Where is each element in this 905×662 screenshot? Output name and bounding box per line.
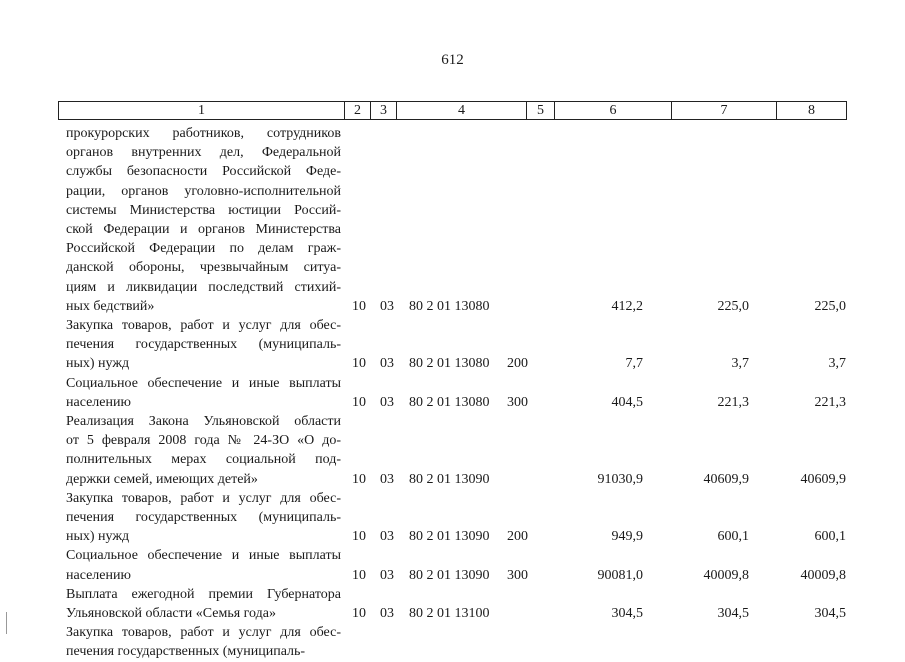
cell-c3: 03 — [380, 529, 394, 545]
description-line: органов внутренних дел, Федеральной — [66, 145, 341, 161]
cell-c8: 600,1 — [814, 529, 846, 545]
description-line: ных бедствий» — [66, 298, 155, 314]
description-line: ных) нужд — [66, 356, 130, 372]
cell-c7: 221,3 — [717, 394, 749, 410]
table-row — [66, 316, 856, 374]
description-line: Закупка товаров, работ и услуг для обес- — [66, 318, 341, 334]
cell-c2: 10 — [352, 567, 366, 583]
cell-c3: 03 — [380, 298, 394, 314]
header-col-7: 7 — [672, 102, 777, 119]
description-line: полнительных мерах социальной под- — [66, 452, 341, 468]
cell-c4: 80 2 01 13080 — [409, 356, 490, 372]
header-col-4: 4 — [397, 102, 527, 119]
row-description — [66, 316, 341, 374]
header-col-6: 6 — [555, 102, 672, 119]
row-description — [66, 124, 341, 316]
cell-c2: 10 — [352, 471, 366, 487]
cell-c3: 03 — [380, 471, 394, 487]
description-line: Ульяновской области «Семья года» — [66, 606, 276, 622]
cell-c4: 80 2 01 13090 — [409, 529, 490, 545]
description-line: ных) нужд — [66, 529, 130, 545]
description-line: Выплата ежегодной премии Губернатора — [66, 586, 341, 602]
cell-c8: 221,3 — [814, 394, 846, 410]
cell-c8: 3,7 — [828, 356, 846, 372]
description-line: от 5 февраля 2008 года № 24-ЗО «О до- — [66, 433, 341, 449]
table-row — [66, 412, 856, 489]
row-description — [66, 374, 341, 412]
description-line: Закупка товаров, работ и услуг для обес- — [66, 625, 341, 641]
row-description — [66, 623, 341, 661]
table-row — [66, 124, 856, 316]
table-row — [66, 374, 856, 412]
cell-c4: 80 2 01 13090 — [409, 567, 490, 583]
description-line: прокурорских работников, сотрудников — [66, 126, 341, 141]
cell-c6: 412,2 — [611, 298, 643, 314]
cell-c5: 200 — [507, 529, 528, 545]
table-header — [58, 101, 847, 120]
cell-c3: 03 — [380, 567, 394, 583]
row-description — [66, 585, 341, 623]
cell-c7: 225,0 — [717, 298, 749, 314]
cell-c8: 225,0 — [814, 298, 846, 314]
description-line: Социальное обеспечение и иные выплаты — [66, 548, 341, 564]
table-row — [66, 546, 856, 584]
row-description — [66, 412, 341, 489]
description-line: службы безопасности Российской Феде- — [66, 164, 341, 180]
description-line: Социальное обеспечение и иные выплаты — [66, 375, 341, 391]
cell-c8: 304,5 — [814, 606, 846, 622]
cell-c4: 80 2 01 13100 — [409, 606, 490, 622]
cell-c6: 949,9 — [611, 529, 643, 545]
table-row — [66, 489, 856, 547]
cell-c5: 300 — [507, 567, 528, 583]
description-line: печения государственных (муниципаль- — [66, 510, 341, 526]
table-body — [66, 124, 856, 662]
description-line: Закупка товаров, работ и услуг для обес- — [66, 490, 341, 506]
header-col-8: 8 — [808, 103, 815, 118]
cell-c4: 80 2 01 13080 — [409, 298, 490, 314]
cell-c8: 40009,8 — [800, 567, 846, 583]
cell-c6: 91030,9 — [597, 471, 643, 487]
description-line: населению — [66, 394, 131, 410]
description-line: циям и ликвидации последствий стихий- — [66, 279, 341, 295]
cell-c6: 7,7 — [625, 356, 643, 372]
header-col-1: 1 — [59, 102, 345, 119]
row-description — [66, 546, 341, 584]
cell-c6: 304,5 — [611, 606, 643, 622]
cell-c7: 304,5 — [717, 606, 749, 622]
description-line: ской Федерации и органов Министерства — [66, 222, 341, 238]
cell-c6: 90081,0 — [597, 567, 643, 583]
header-col-5: 5 — [527, 102, 555, 119]
cell-c7: 40609,9 — [703, 471, 749, 487]
cell-c2: 10 — [352, 356, 366, 372]
description-line: населению — [66, 567, 131, 583]
cell-c7: 40009,8 — [703, 567, 749, 583]
cell-c6: 404,5 — [611, 394, 643, 410]
cell-c8: 40609,9 — [800, 471, 846, 487]
header-col-2: 2 — [345, 102, 371, 119]
description-line: Российской Федерации по делам граж- — [66, 241, 341, 257]
page-number: 612 — [441, 52, 464, 68]
cell-c3: 03 — [380, 356, 394, 372]
cell-c3: 03 — [380, 394, 394, 410]
cell-c7: 3,7 — [731, 356, 749, 372]
scan-mark — [6, 612, 7, 634]
cell-c7: 600,1 — [717, 529, 749, 545]
cell-c4: 80 2 01 13080 — [409, 394, 490, 410]
description-line: держки семей, имеющих детей» — [66, 471, 258, 487]
row-description — [66, 489, 341, 547]
description-line: печения государственных (муниципаль- — [66, 337, 341, 353]
table-row — [66, 585, 856, 623]
cell-c2: 10 — [352, 394, 366, 410]
cell-c4: 80 2 01 13090 — [409, 471, 490, 487]
description-line: Реализация Закона Ульяновской области — [66, 414, 341, 430]
cell-c3: 03 — [380, 606, 394, 622]
cell-c5: 300 — [507, 394, 528, 410]
description-line: рации, органов уголовно-исполнительной — [66, 183, 341, 199]
table-row — [66, 623, 856, 661]
cell-c2: 10 — [352, 606, 366, 622]
description-line: данской обороны, чрезвычайным ситуа- — [66, 260, 341, 276]
description-line: системы Министерства юстиции Россий- — [66, 202, 341, 218]
description-line: печения государственных (муниципаль- — [66, 644, 306, 660]
cell-c2: 10 — [352, 529, 366, 545]
header-col-3: 3 — [371, 102, 397, 119]
cell-c2: 10 — [352, 298, 366, 314]
cell-c5: 200 — [507, 356, 528, 372]
